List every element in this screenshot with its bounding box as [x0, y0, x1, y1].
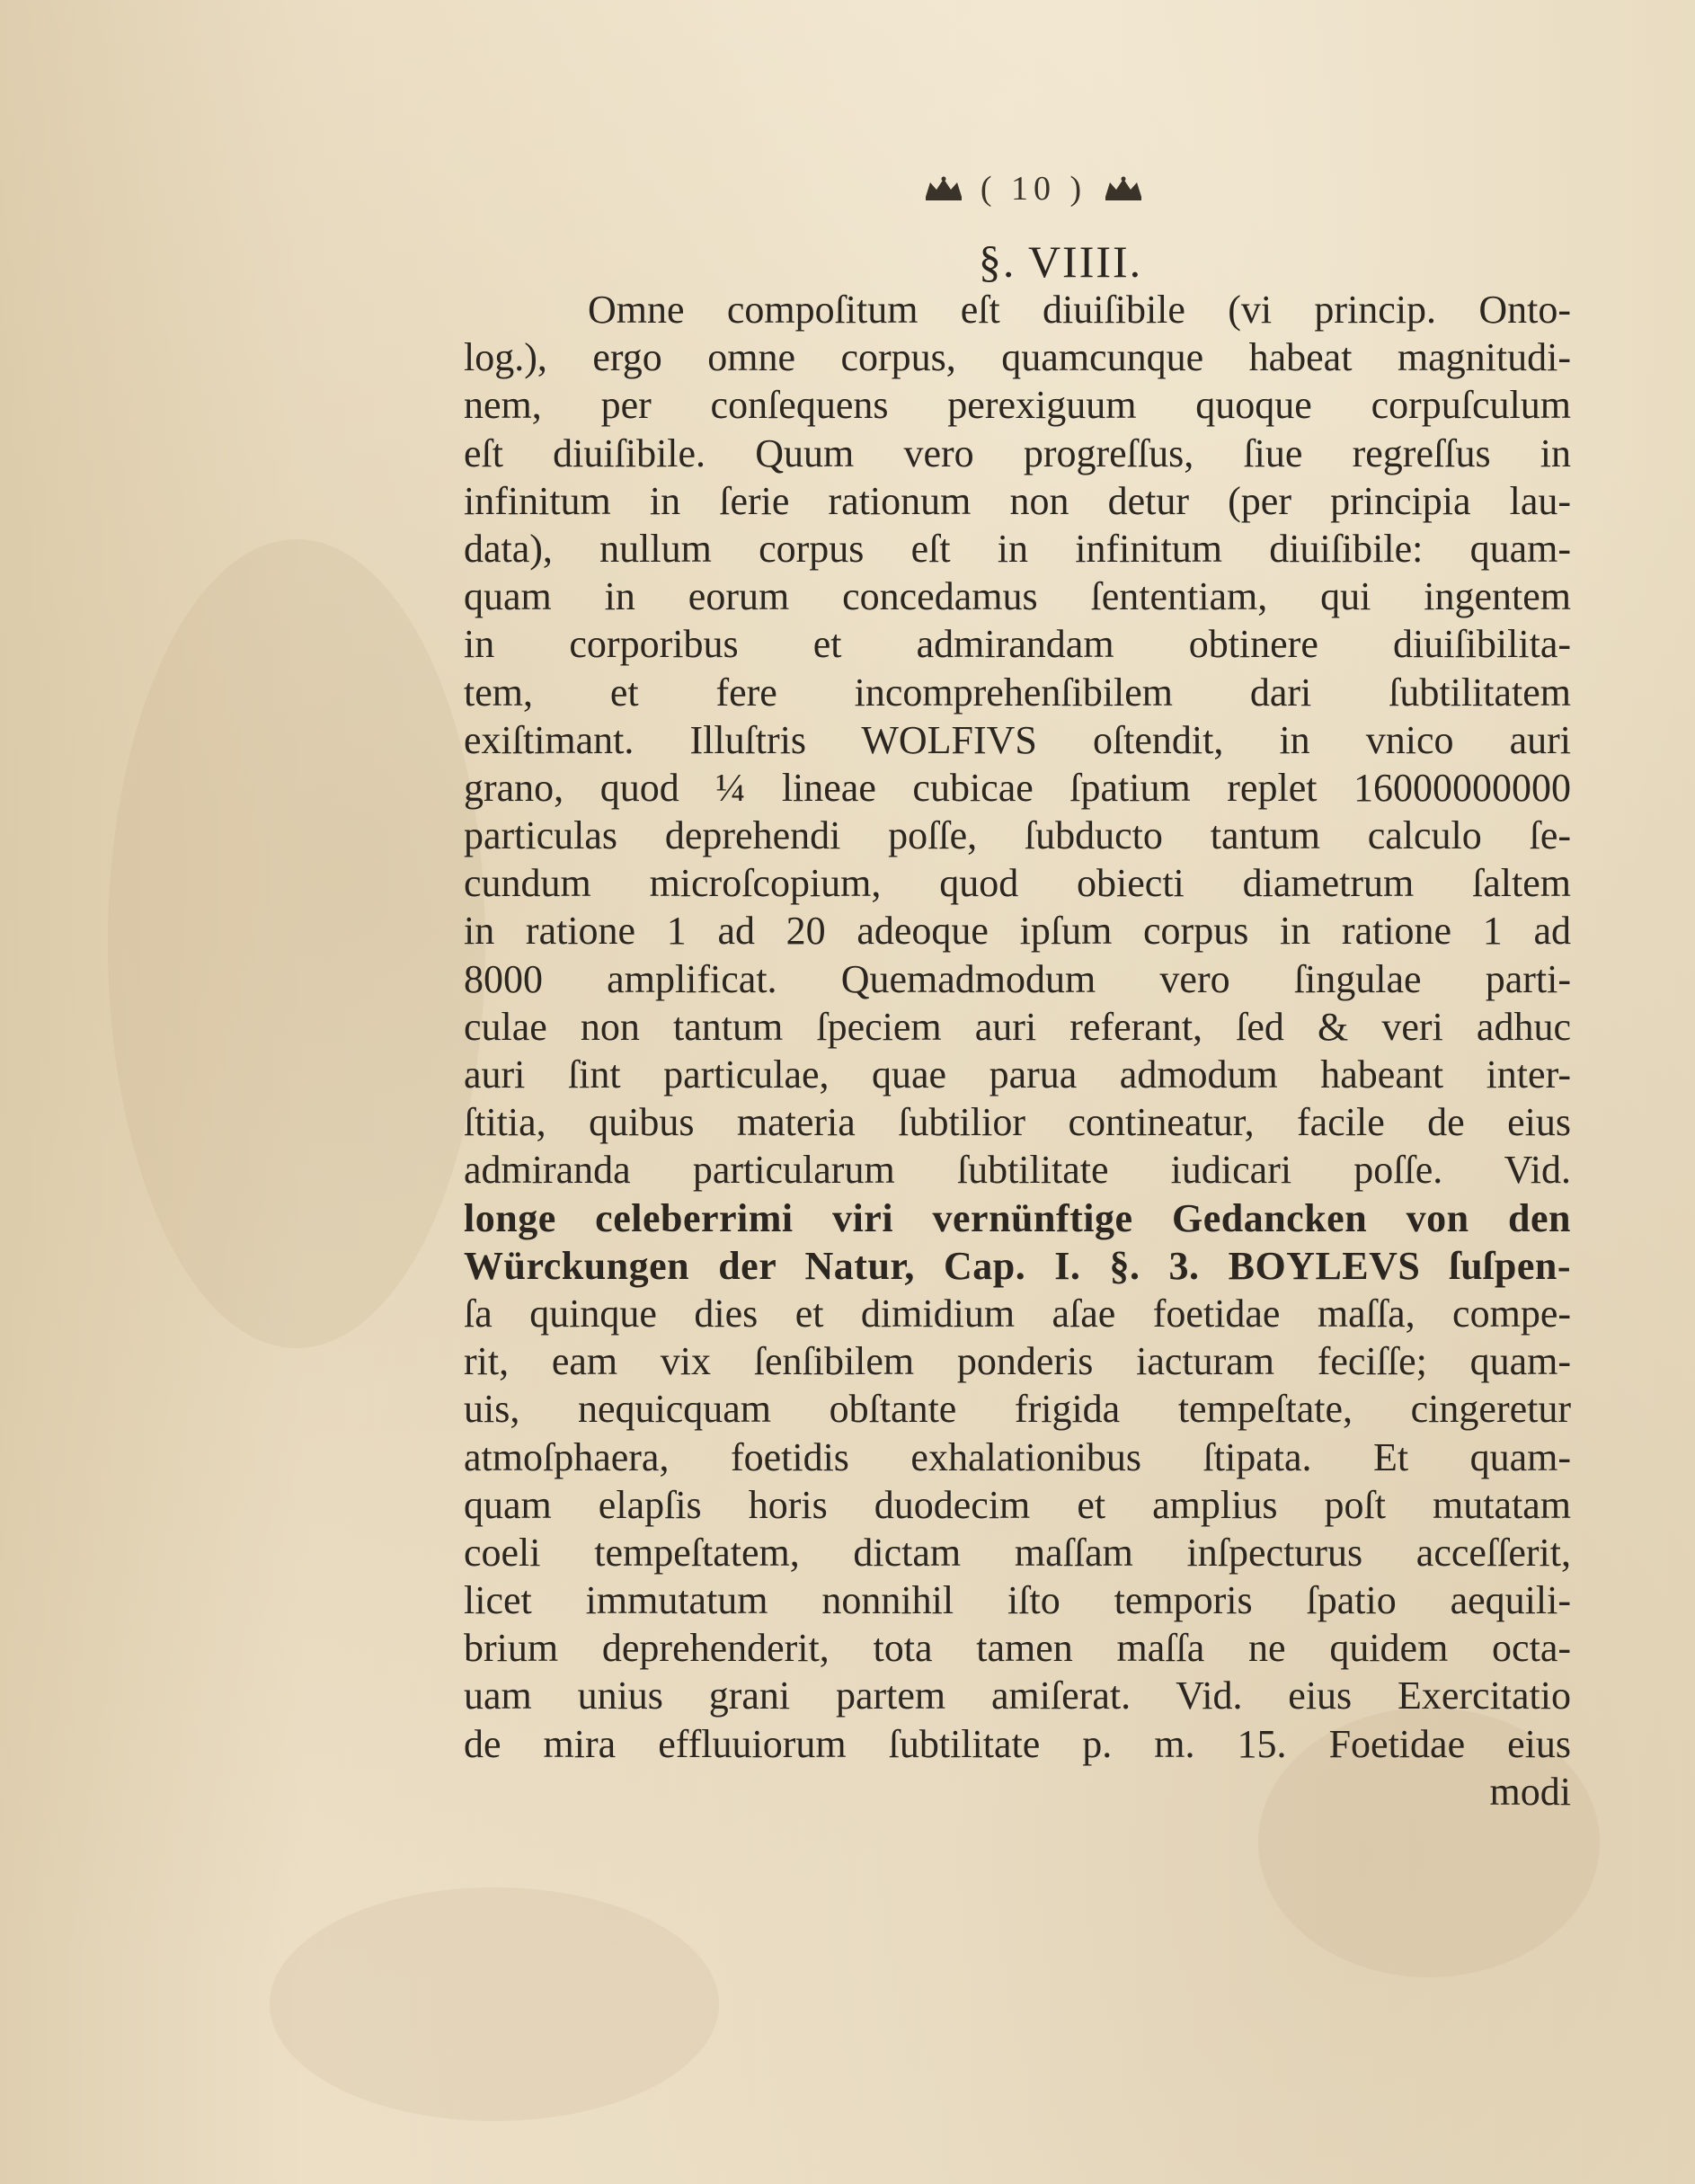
- text-line: 8000 amplificat. Quemadmodum vero ſingulae parti-: [464, 956, 1571, 1001]
- text-line: rit, eam vix ſenſibilem ponderis iacturam feciſſe; quam-: [464, 1339, 1571, 1384]
- section-heading: §. VIIII.: [978, 236, 1143, 287]
- text-line: quam elapſis horis duodecim et amplius poſt mutatam: [464, 1482, 1571, 1527]
- text-line: quam in eorum concedamus ſententiam, qui ingentem: [464, 574, 1571, 619]
- text-line: auri ſint particulae, quae parua admodum habeant inter-: [464, 1052, 1571, 1096]
- paper-stain: [270, 1887, 719, 2121]
- text-line: atmoſphaera, foetidis exhalationibus ſtipata. Et quam-: [464, 1434, 1571, 1479]
- text-line: coeli tempeſtatem, dictam maſſam inſpecturus acceſſerit,: [464, 1530, 1571, 1575]
- text-line: log.), ergo omne corpus, quamcunque habeat magnitudi-: [464, 335, 1571, 380]
- text-line: cundum microſcopium, quod obiecti diametrum ſaltem: [464, 861, 1571, 906]
- text-line: data), nullum corpus eſt in infinitum diuiſibile: quam-: [464, 526, 1571, 571]
- text-line: in corporibus et admirandam obtinere diuiſibilita-: [464, 622, 1571, 667]
- text-line: Würckungen der Natur, Cap. I. §. 3. BOYLEVS ſuſpen-: [464, 1243, 1571, 1288]
- text-line: nem, per conſequens perexiguum quoque corpuſculum: [464, 383, 1571, 428]
- text-line: longe celeberrimi viri vernünftige Gedancken von den: [464, 1195, 1571, 1240]
- crown-ornament-icon: [1103, 175, 1144, 202]
- paper-stain: [108, 539, 485, 1348]
- body-paragraph: [464, 286, 1571, 1816]
- text-line: ſtitia, quibus materia ſubtilior contineatur, facile de eius: [464, 1100, 1571, 1145]
- text-line: particulas deprehendi poſſe, ſubducto tantum calculo ſe-: [464, 813, 1571, 858]
- text-line: ſa quinque dies et dimidium aſae foetidae maſſa, compe-: [464, 1291, 1571, 1336]
- crown-ornament-icon: [923, 175, 964, 202]
- text-line: exiſtimant. Illuſtris WOLFIVS oſtendit, in vnico auri: [464, 717, 1571, 762]
- text-line: eſt diuiſibile. Quum vero progreſſus, ſiue regreſſus in: [464, 431, 1571, 475]
- text-line: Omne compoſitum eſt diuiſibile (vi princip. Onto-: [588, 288, 1571, 332]
- text-line: uis, nequicquam obſtante frigida tempeſtate, cingeretur: [464, 1387, 1571, 1432]
- text-line: uam unius grani partem amiſerat. Vid. eius Exercitatio: [464, 1674, 1571, 1718]
- text-line: tem, et fere incomprehenſibilem dari ſubtilitatem: [464, 670, 1571, 715]
- text-line: in ratione 1 ad 20 adeoque ipſum corpus in ratione 1 ad: [464, 909, 1571, 954]
- running-header: [881, 164, 1186, 214]
- text-line: brium deprehenderit, tota tamen maſſa ne quidem octa-: [464, 1626, 1571, 1671]
- text-line: de mira effluuiorum ſubtilitate p. m. 15. Foetidae eius: [464, 1721, 1571, 1766]
- text-line: infinitum in ſerie rationum non detur (per principia lau-: [464, 478, 1571, 523]
- text-line: licet immutatum nonnihil iſto temporis ſpatio aequili-: [464, 1578, 1571, 1623]
- catchword: modi: [1489, 1769, 1571, 1814]
- text-line: grano, quod ¼ lineae cubicae ſpatium replet 16000000000: [464, 765, 1571, 810]
- text-line: admiranda particularum ſubtilitate iudicari poſſe. Vid.: [464, 1148, 1571, 1193]
- text-line: culae non tantum ſpeciem auri referant, ſed & veri adhuc: [464, 1004, 1571, 1049]
- page-number: ( 10 ): [980, 170, 1087, 208]
